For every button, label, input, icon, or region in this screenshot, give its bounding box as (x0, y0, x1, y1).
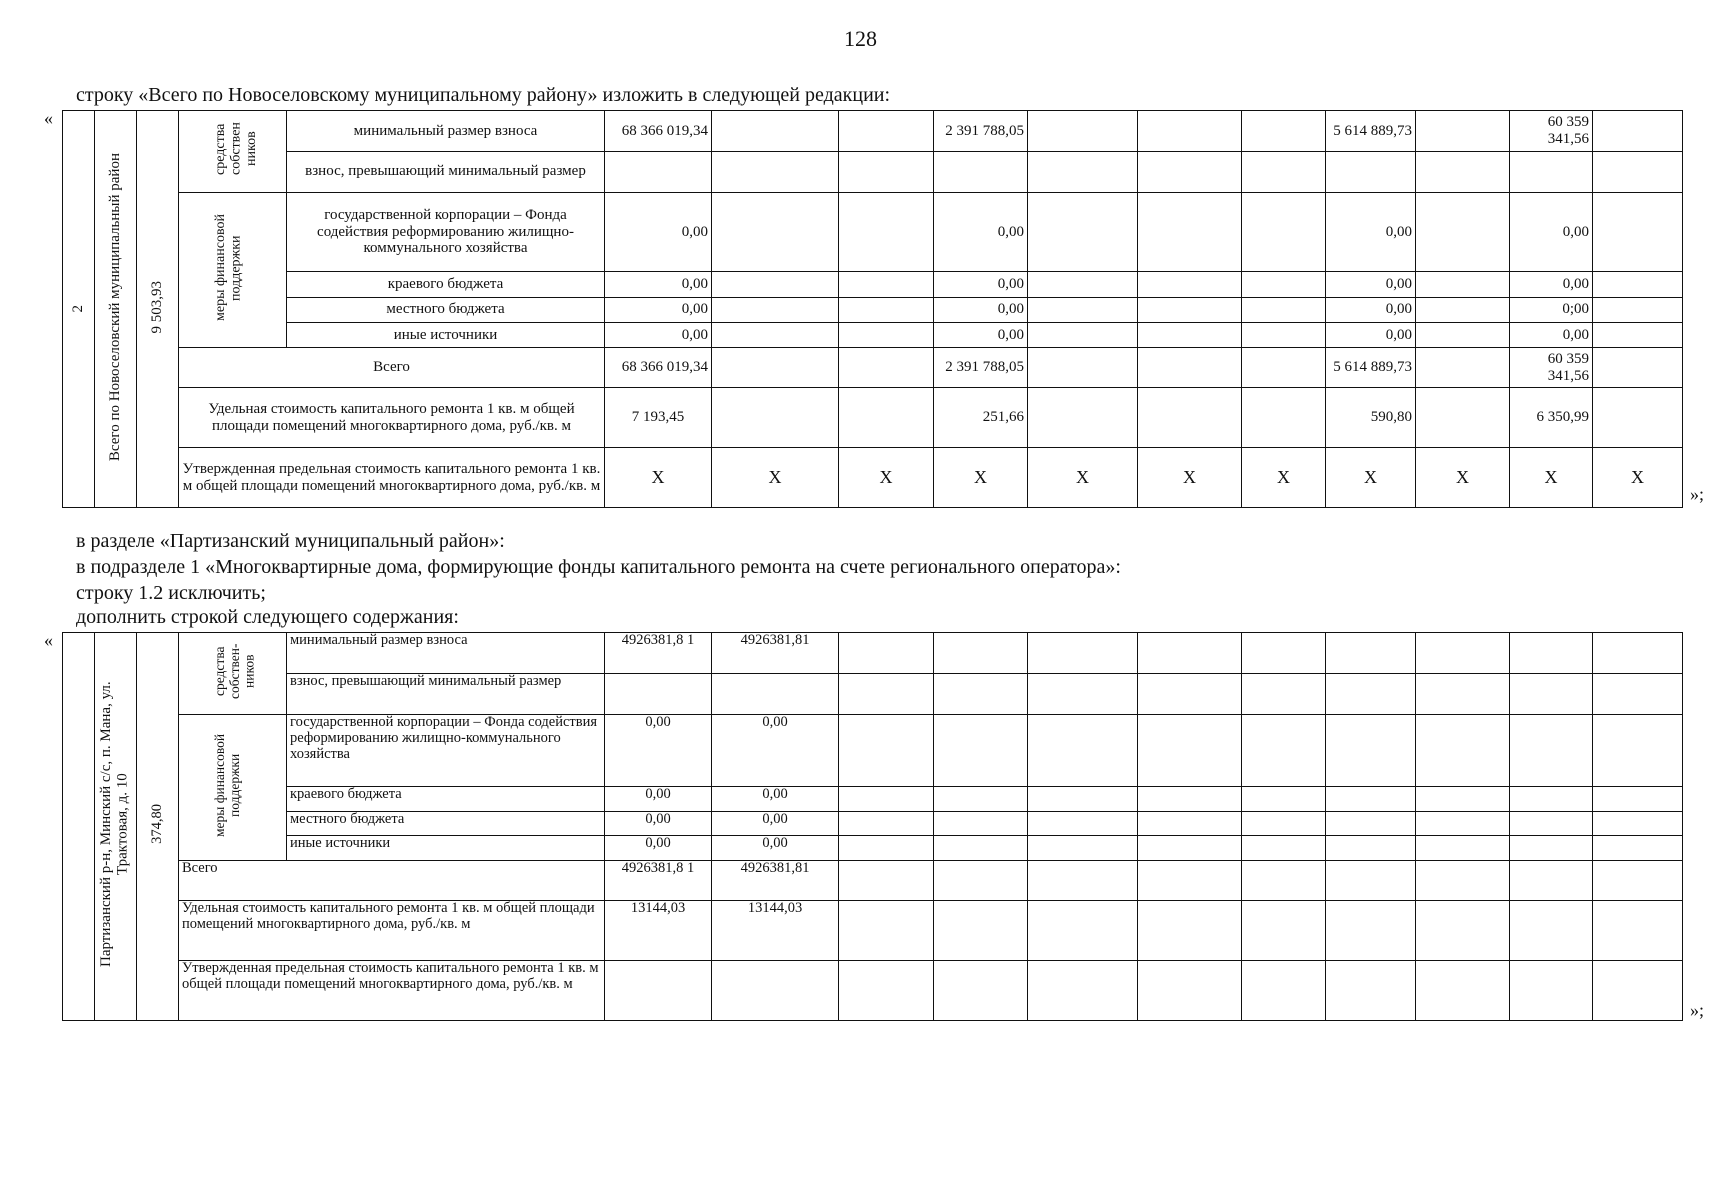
open-quote-2: « (44, 630, 53, 650)
col-address: Партизанский р-н, Минский с/с, п. Мана, ул. Трактовая, д. 10 (95, 633, 137, 1021)
cell-value: 0,00 (934, 297, 1028, 322)
cell-value: 0,00 (605, 786, 712, 811)
cell-value: 68 366 019,34 (605, 111, 712, 152)
table-row (63, 673, 1683, 714)
cell-x: X (712, 448, 839, 508)
table-row (63, 322, 1683, 347)
table-row (63, 811, 1683, 836)
row-label: местного бюджета (287, 811, 605, 836)
cell-x: X (1028, 448, 1138, 508)
row-label: иные источники (287, 322, 605, 347)
cell-value: 2 391 788,05 (934, 111, 1028, 152)
section-line-1: в разделе «Партизанский муниципальный район»: (76, 530, 505, 552)
row-label: Удельная стоимость капитального ремонта 1 кв. м общей площади помещений многоквартирного дома, руб./кв. м (179, 388, 605, 448)
col-district-name: Всего по Новоселовский муниципальный район (95, 111, 137, 508)
table-row (63, 836, 1683, 861)
cell-value: 0,00 (1510, 322, 1593, 347)
cell-value: 13144,03 (605, 900, 712, 960)
cell-x: X (1138, 448, 1242, 508)
row-label: краевого бюджета (287, 786, 605, 811)
row-label: Удельная стоимость капитального ремонта 1 кв. м общей площади помещений многоквартирного дома, руб./кв. м (179, 900, 605, 960)
cell-value: 0,00 (934, 272, 1028, 297)
table-partizansky-row (62, 632, 1683, 1021)
cell-value: 0,00 (605, 192, 712, 272)
cell-value: 7 193,45 (605, 388, 712, 448)
open-quote-1: « (44, 108, 53, 128)
table-row (63, 960, 1683, 1020)
close-quote-2: »; (1690, 1000, 1705, 1020)
section-line-2: в подразделе 1 «Многоквартирные дома, формирующие фонды капитального ремонта на счете регионального оператора»: (76, 556, 1121, 578)
cell-x: X (1326, 448, 1416, 508)
table-row (63, 192, 1683, 272)
cell-value: 0,00 (934, 192, 1028, 272)
cell-value: 0,00 (712, 714, 839, 786)
cell-value: 6 350,99 (1510, 388, 1593, 448)
cell-value: 60 359 341,56 (1510, 348, 1593, 388)
cell-value: 0,00 (712, 786, 839, 811)
cell-value: 0,00 (605, 836, 712, 861)
page-number: 128 (844, 26, 877, 51)
cell-value: 2 391 788,05 (934, 348, 1028, 388)
table-row (63, 388, 1683, 448)
group-support: меры финансовой поддержки (179, 714, 287, 860)
table-row (63, 714, 1683, 786)
cell-value: 68 366 019,34 (605, 348, 712, 388)
cell-value: 0,00 (1510, 192, 1593, 272)
cell-value: 13144,03 (712, 900, 839, 960)
col-index: 2 (63, 111, 95, 508)
cell-value: 4926381,8 1 (605, 860, 712, 900)
cell-value: 0,00 (1326, 297, 1416, 322)
cell-x: X (1510, 448, 1593, 508)
cell-value: 5 614 889,73 (1326, 348, 1416, 388)
cell-value: 0,00 (712, 811, 839, 836)
cell-value: 4926381,81 (712, 860, 839, 900)
cell-value: 0,00 (934, 322, 1028, 347)
cell-value: 0,00 (1326, 322, 1416, 347)
cell-x: X (1416, 448, 1510, 508)
cell-value: 0,00 (1326, 192, 1416, 272)
table-row (63, 633, 1683, 674)
row-label: государственной корпорации – Фонда содействия реформированию жилищно-коммунального хозяйства (287, 714, 605, 786)
row-label: иные источники (287, 836, 605, 861)
group-owners: средства собствен ников (179, 111, 287, 193)
table-row (63, 348, 1683, 388)
table-row (63, 448, 1683, 508)
cell-value: 251,66 (934, 388, 1028, 448)
cell-value: 60 359 341,56 (1510, 111, 1593, 152)
intro-line: строку «Всего по Новоселовскому муниципальному району» изложить в следующей редакции: (76, 84, 891, 106)
cell-value: 4926381,81 (712, 633, 839, 674)
row-label: взнос, превышающий минимальный размер (287, 151, 605, 192)
table-row (63, 111, 1683, 152)
cell-value: 4926381,8 1 (605, 633, 712, 674)
col-area: 9 503,93 (137, 111, 179, 508)
cell-value: 0;00 (1510, 297, 1593, 322)
cell-x: X (1593, 448, 1683, 508)
cell-x: X (934, 448, 1028, 508)
cell-value: 0,00 (605, 272, 712, 297)
cell-value: 0,00 (605, 322, 712, 347)
cell-x: X (605, 448, 712, 508)
table-row (63, 272, 1683, 297)
cell-value: 0,00 (1326, 272, 1416, 297)
cell-x: X (1242, 448, 1326, 508)
cell-value: 590,80 (1326, 388, 1416, 448)
table-row (63, 860, 1683, 900)
row-label: государственной корпорации – Фонда содействия реформированию жилищно-коммунального хозяйства (287, 192, 605, 272)
row-label: краевого бюджета (287, 272, 605, 297)
section-line-4: дополнить строкой следующего содержания: (76, 606, 459, 628)
cell-x: X (839, 448, 934, 508)
group-support: меры финансовой поддержки (179, 192, 287, 348)
row-label: Утвержденная предельная стоимость капитального ремонта 1 кв. м общей площади помещений многоквартирного дома, руб./кв. м (179, 960, 605, 1020)
col-area: 374,80 (137, 633, 179, 1021)
row-label: Всего (179, 348, 605, 388)
table-row (63, 786, 1683, 811)
cell-value: 0,00 (712, 836, 839, 861)
row-label: минимальный размер взноса (287, 633, 605, 674)
close-quote-1: »; (1690, 484, 1705, 504)
row-label: Всего (179, 860, 605, 900)
cell-value: 0,00 (1510, 272, 1593, 297)
cell-value: 0,00 (605, 297, 712, 322)
table-row (63, 900, 1683, 960)
row-label: взнос, превышающий минимальный размер (287, 673, 605, 714)
table-row (63, 297, 1683, 322)
section-line-3: строку 1.2 исключить; (76, 582, 266, 604)
table-row (63, 151, 1683, 192)
row-label: Утвержденная предельная стоимость капитального ремонта 1 кв. м общей площади помещений многоквартирного дома, руб./кв. м (179, 448, 605, 508)
cell-value: 0,00 (605, 811, 712, 836)
row-label: местного бюджета (287, 297, 605, 322)
row-label: минимальный размер взноса (287, 111, 605, 152)
cell-value: 5 614 889,73 (1326, 111, 1416, 152)
table-novoselovsky-total (62, 110, 1683, 508)
cell-value: 0,00 (605, 714, 712, 786)
group-owners: средства собствен- ников (179, 633, 287, 715)
